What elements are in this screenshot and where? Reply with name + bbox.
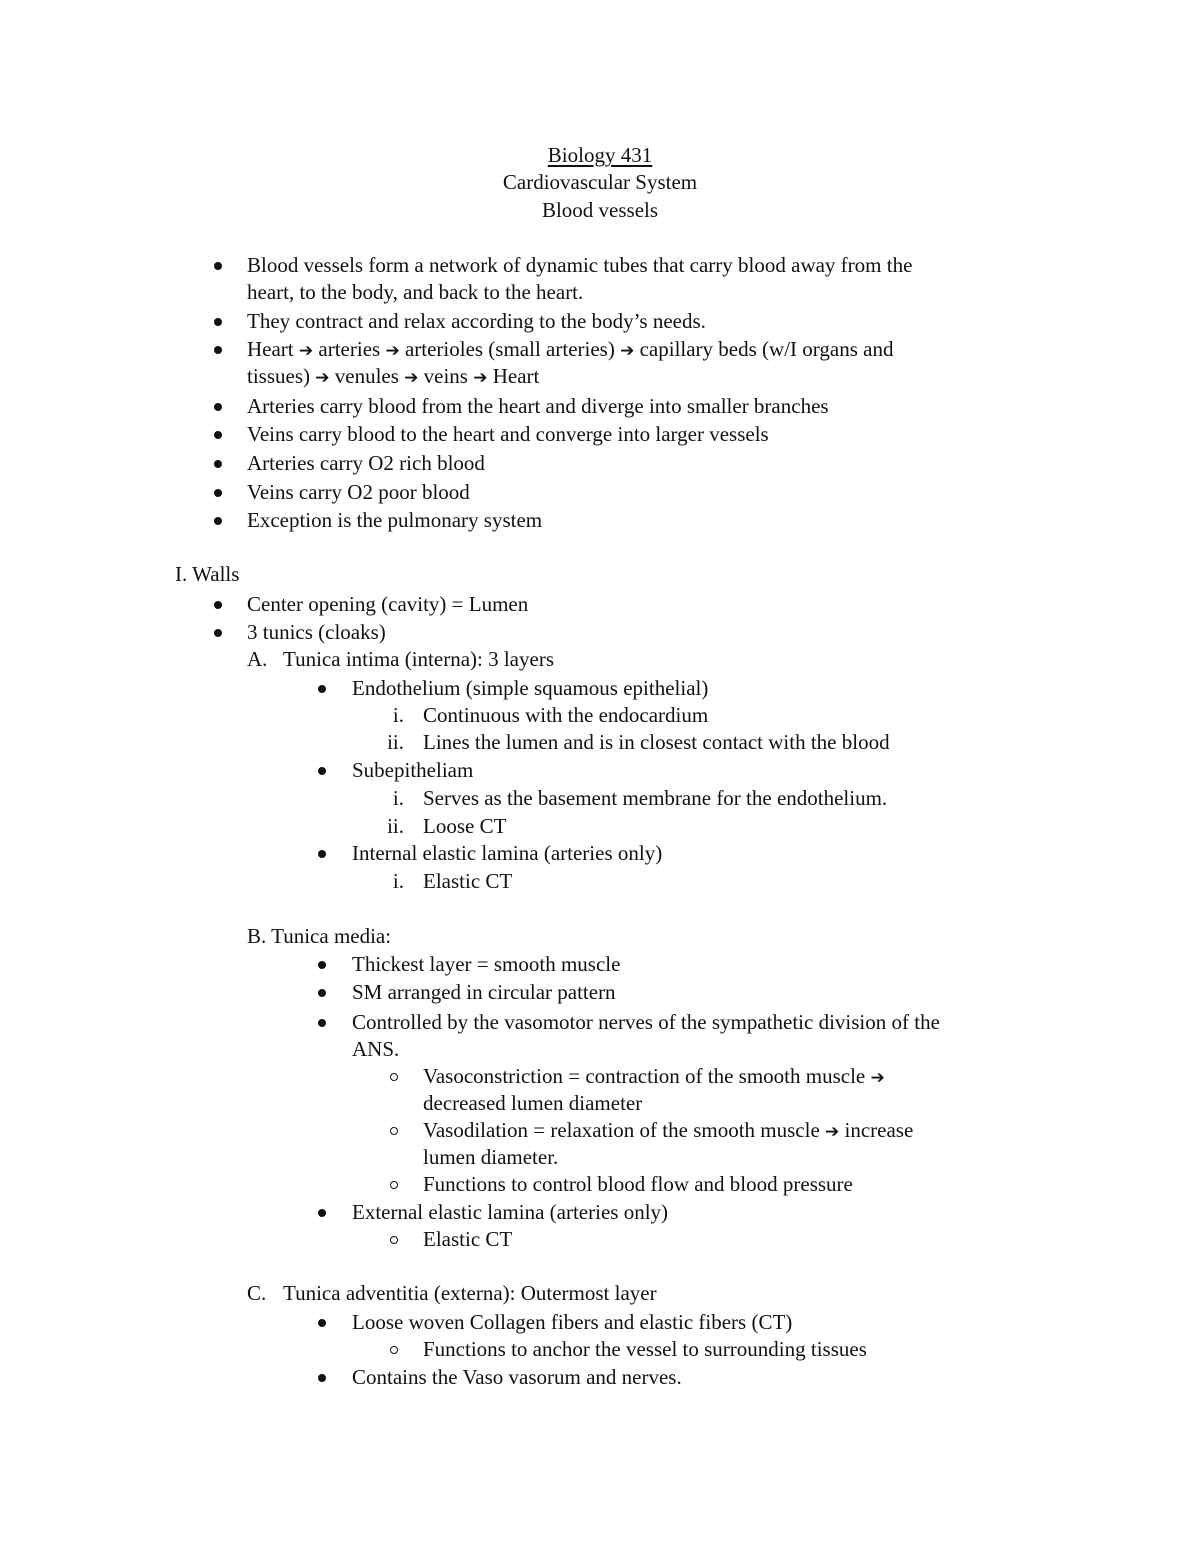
tunica-a-marker: A.	[247, 647, 268, 671]
arrow-right-icon: ➔	[385, 341, 400, 361]
bullet-icon	[318, 989, 326, 997]
vasodilation-line-1	[423, 1120, 913, 1141]
flow-heart: Heart	[247, 337, 299, 361]
tunica-adventitia-title: Tunica adventitia (externa): Outermost layer	[283, 1281, 657, 1305]
intro-bullet-4: Arteries carry blood from the heart and diverge into smaller branches	[247, 394, 829, 418]
topic-title: Blood vessels	[541, 198, 659, 222]
roman-marker: ii.	[387, 814, 404, 838]
vasodilation-text: Vasodilation = relaxation of the smooth muscle	[423, 1118, 826, 1142]
walls-bullet-2: 3 tunics (cloaks)	[247, 620, 386, 644]
intro-bullet-7: Veins carry O2 poor blood	[247, 480, 470, 504]
external-elastic-lamina-item: External elastic lamina (arteries only)	[352, 1200, 669, 1224]
bullet-icon	[318, 685, 326, 693]
intro-flow-line-2	[247, 366, 539, 387]
arrow-right-icon: ➔	[473, 368, 488, 388]
arrow-right-icon: ➔	[404, 368, 419, 388]
subepitheliam-item: Subepitheliam	[352, 758, 474, 782]
roman-marker: i.	[392, 703, 404, 727]
tunica-media-title: B. Tunica media:	[247, 924, 392, 948]
tunica-intima-title: Tunica intima (interna): 3 layers	[283, 647, 554, 671]
intro-flow-line-1	[247, 339, 893, 360]
bullet-icon	[214, 346, 222, 354]
arrow-right-icon: ➔	[298, 341, 314, 361]
circle-bullet-icon	[390, 1346, 398, 1354]
intro-bullet-1-line-2: heart, to the body, and back to the heart.	[247, 280, 584, 304]
walls-bullet-1: Center opening (cavity) = Lumen	[247, 592, 529, 616]
flow-arteries: arteries	[313, 337, 386, 361]
flow-venules: venules	[329, 364, 405, 388]
bullet-icon	[214, 403, 222, 411]
intro-bullet-8: Exception is the pulmonary system	[247, 508, 543, 532]
intro-bullet-1-line-1: Blood vessels form a network of dynamic tubes that carry blood away from the	[247, 253, 913, 277]
bullet-icon	[318, 961, 326, 969]
bullet-icon	[318, 767, 326, 775]
flow-tissues: tissues)	[247, 364, 316, 388]
bullet-icon	[214, 262, 222, 270]
circle-bullet-icon	[390, 1236, 398, 1244]
endothelium-item: Endothelium (simple squamous epithelial)	[352, 676, 709, 700]
system-title: Cardiovascular System	[502, 170, 698, 194]
bullet-icon	[318, 1209, 326, 1217]
vasoconstriction-line-2: decreased lumen diameter	[423, 1091, 643, 1115]
roman-marker: i.	[392, 869, 404, 893]
bullet-icon	[318, 1374, 326, 1382]
course-title: Biology 431	[547, 143, 653, 167]
bullet-icon	[214, 460, 222, 468]
bullet-icon	[214, 517, 222, 525]
subepitheliam-sub-i: Serves as the basement membrane for the endothelium.	[423, 786, 888, 810]
bullet-icon	[214, 489, 222, 497]
internal-elastic-lamina-item: Internal elastic lamina (arteries only)	[352, 841, 663, 865]
bullet-icon	[214, 431, 222, 439]
roman-marker: i.	[392, 786, 404, 810]
intro-bullet-2: They contract and relax according to the body’s needs.	[247, 309, 706, 333]
bullet-icon	[318, 1319, 326, 1327]
circle-bullet-icon	[390, 1127, 398, 1135]
bullet-icon	[318, 850, 326, 858]
intro-bullet-6: Arteries carry O2 rich blood	[247, 451, 485, 475]
adventitia-bullet-1: Loose woven Collagen fibers and elastic fibers (CT)	[352, 1310, 793, 1334]
media-bullet-3-line-2: ANS.	[352, 1037, 400, 1061]
flow-arterioles: arterioles (small arteries)	[399, 337, 621, 361]
bullet-icon	[214, 318, 222, 326]
subepitheliam-sub-ii: Loose CT	[423, 814, 507, 838]
flow-heart-end: Heart	[487, 364, 540, 388]
media-bullet-2: SM arranged in circular pattern	[352, 980, 616, 1004]
arrow-right-icon: ➔	[870, 1068, 885, 1088]
media-bullet-1: Thickest layer = smooth muscle	[352, 952, 621, 976]
arrow-right-icon: ➔	[825, 1122, 840, 1142]
external-elastic-lamina-sub: Elastic CT	[423, 1227, 513, 1251]
arrow-right-icon: ➔	[315, 368, 330, 388]
vasodilation-result: increase	[839, 1118, 914, 1142]
flow-capillary: capillary beds (w/I organs and	[634, 337, 894, 361]
flow-veins: veins	[418, 364, 474, 388]
bullet-icon	[318, 1019, 326, 1027]
endothelium-sub-i: Continuous with the endocardium	[423, 703, 709, 727]
internal-elastic-lamina-sub-i: Elastic CT	[423, 869, 513, 893]
vasoconstriction-line-1	[423, 1066, 885, 1087]
intro-bullet-5: Veins carry blood to the heart and converge into larger vessels	[247, 422, 769, 446]
adventitia-bullet-2: Contains the Vaso vasorum and nerves.	[352, 1365, 682, 1389]
vasodilation-line-2: lumen diameter.	[423, 1145, 559, 1169]
media-function-item: Functions to control blood flow and blood pressure	[423, 1172, 853, 1196]
circle-bullet-icon	[390, 1181, 398, 1189]
section-heading-walls: I. Walls	[175, 562, 240, 586]
endothelium-sub-ii: Lines the lumen and is in closest contact with the blood	[423, 730, 890, 754]
vasoconstriction-text: Vasoconstriction = contraction of the smooth muscle	[423, 1064, 871, 1088]
media-bullet-3-line-1: Controlled by the vasomotor nerves of the sympathetic division of the	[352, 1010, 940, 1034]
bullet-icon	[214, 601, 222, 609]
arrow-right-icon: ➔	[620, 341, 635, 361]
circle-bullet-icon	[390, 1073, 398, 1081]
bullet-icon	[214, 629, 222, 637]
adventitia-bullet-1-sub: Functions to anchor the vessel to surrounding tissues	[423, 1337, 867, 1361]
tunica-c-marker: C.	[247, 1281, 267, 1305]
roman-marker: ii.	[387, 730, 404, 754]
